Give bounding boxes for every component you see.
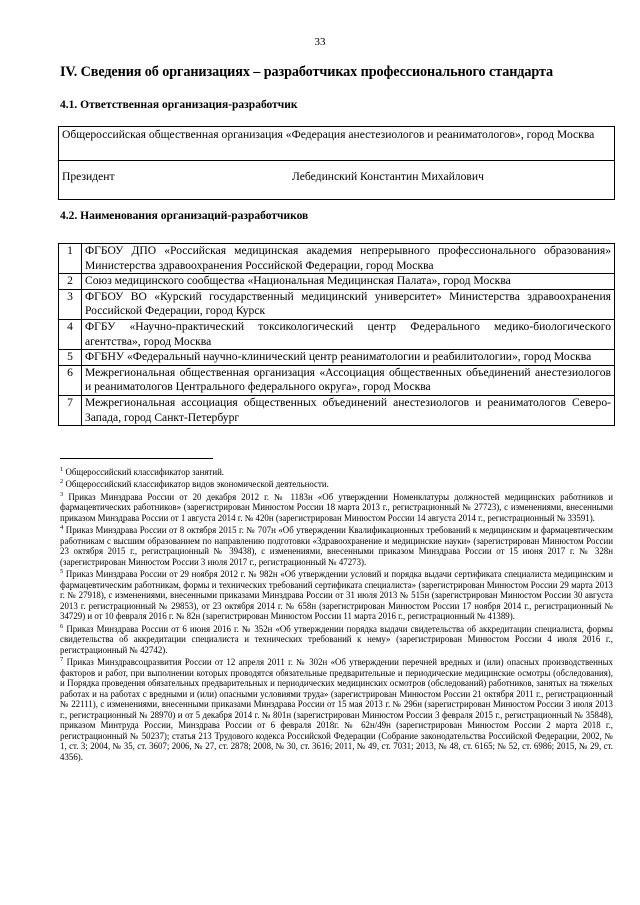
table-row <box>59 350 615 366</box>
footnote-text: Общероссийский классификатор видов экономической деятельности. <box>63 479 329 490</box>
responsible-org-table <box>58 126 615 200</box>
footnote-mark: 3 <box>60 490 64 498</box>
footnote-text: Приказ Минздрава России от 8 октября 2015 г. № 707н «Об утверждении Квалификационных требований к медицинским и фармацевтическим работникам с высшим образованием по направлению подготовки «Здравоохранение и медицинские науки» (зарегистрирован Минюстом России 23 октября 2015 г., регистрационный № 39438), с изменениями, внесенными приказом Минздрава России от 15 июня 2017 г. № 328н (зарегистрирован Минюстом России 3 июля 2017 г., регистрационный № 47273). <box>60 525 613 567</box>
footnote <box>60 567 613 621</box>
signatory-name: Лебединский Константин Михайлович <box>292 170 484 183</box>
footnote <box>60 477 613 489</box>
row-number: 1 <box>59 244 82 274</box>
footnote <box>60 622 613 655</box>
responsible-org-name: Общероссийская общественная организация «Федерация анестезиологов и реаниматологов», город Москва <box>59 127 615 161</box>
row-number: 3 <box>59 289 82 319</box>
org-name: ФГБОУ ВО «Курский государственный медицинский университет» Министерства здравоохранения Российской Федерации, город Курск <box>82 289 615 319</box>
footnotes <box>60 465 613 762</box>
table-row <box>59 274 615 290</box>
row-number: 4 <box>59 319 82 349</box>
footnote <box>60 523 613 567</box>
table-row <box>59 319 615 349</box>
table-row <box>59 289 615 319</box>
footnote-divider <box>60 458 213 459</box>
row-number: 6 <box>59 365 82 395</box>
footnote-mark: 1 <box>60 466 64 473</box>
org-name: Межрегиональная ассоциация общественных объединений анестезиологов и реаниматологов Северо-Запада, город Санкт-Петербург <box>82 395 615 425</box>
responsible-signatory <box>59 161 615 200</box>
row-number: 2 <box>59 274 82 290</box>
developer-orgs-table <box>58 243 615 426</box>
signatory-role: Президент <box>62 170 115 183</box>
footnote-mark: 6 <box>60 622 64 630</box>
row-number: 7 <box>59 395 82 425</box>
footnote-mark: 4 <box>60 524 64 532</box>
org-name: ФГБОУ ДПО «Российская медицинская академия непрерывного профессионального образования» Министерства здравоохранения Российской Федерации, город Москва <box>82 244 615 274</box>
footnote <box>60 655 613 762</box>
org-name: Союз медицинского сообщества «Национальная Медицинская Палата», город Москва <box>82 274 615 290</box>
org-name: Межрегиональная общественная организация «Ассоциация общественных объединений анестезиологов и реаниматологов Центрального федерального округа», город Москва <box>82 365 615 395</box>
row-number: 5 <box>59 350 82 366</box>
footnote-text: Общероссийский классификатор занятий. <box>63 466 225 477</box>
footnote-mark: 5 <box>60 568 64 576</box>
table-row <box>59 365 615 395</box>
page-number: 33 <box>314 36 326 48</box>
footnote-text: Приказ Минздрава России от 20 декабря 2012 г. № 1183н «Об утверждении Номенклатуры должностей медицинских работников и фармацевтических работников» (зарегистрирован Минюстом России 18 марта 2013 г., регистрационный № 27723), с изменениями, внесенными приказом Минздрава России от 1 августа 2014 г. № 420н (зарегистрирован Минюстом России 14 августа 2014 г., регистрационный № 33591). <box>60 491 613 523</box>
footnote-text: Приказ Минздрава России от 6 июня 2016 г. № 352н «Об утверждении порядка выдачи свидетельства об аккредитации специалиста, формы свидетельства об аккредитации специалиста и технических требований к нему» (зарегистрирован Минюстом России 4 июля 2016 г., регистрационный № 42742). <box>60 623 613 655</box>
footnote-text: Приказ Минздравсоцразвития России от 12 апреля 2011 г. № 302н «Об утверждении перечней вредных и (или) опасных производственных факторов и работ, при выполнении которых проводятся обязательные предварительные и периодические медицинские осмотры (обследования), и Порядка проведения обязательных предварительных и периодических медицинских осмотров (обследований) работников, занятых на тяжелых работах и на работах с вредными и (или) опасными условиями труда» (зарегистрирован Минюстом России 21 октября 2011 г., регистрационный № 22111), с изменениями, внесенными приказами Минздрава России от 15 мая 2013 г. № 296н (зарегистрирован Минюстом России 3 июля 2013 г., регистрационный № 28970) и от 5 декабря 2014 г. № 801н (зарегистрирован Минюстом России 3 февраля 2015 г., регистрационный № 35848), приказом Минтруда России, Минздрава России от 6 февраля 2018г. № 62н/49н (зарегистрирован Минюстом России 2 марта 2018 г., регистрационный № 50237); статья 213 Трудового кодекса Российской Федерации (Собрание законодательства Российской Федерации, 2002, № 1, ст. 3; 2004, № 35, ст. 3607; 2006, № 27, ст. 2878; 2008, № 30, ст. 3616; 2011, № 49, ст. 7031; 2013, № 48, ст. 6165; № 52, ст. 6986; 2015, № 29, ст. 4356). <box>60 657 613 762</box>
footnote-text: Приказ Минздрава России от 29 ноября 2012 г. № 982н «Об утверждении условий и порядка выдачи сертификата специалиста медицинским и фармацевтическим работникам, формы и технических требований сертификата специалиста» (зарегистрирован Минюстом России 29 марта 2013 г. № 27918), с изменениями, внесенными приказами Минздрава России от 31 июля 2013 № 515н (зарегистрирован Минюстом России 30 августа 2013 г. регистрационный № 29853), от 23 октября 2014 г. № 658н (зарегистрирован Минюстом России 17 ноября 2014 г., регистрационный № 34729) и от 10 февраля 2016 г. № 82н (зарегистрирован Минюстом России 11 марта 2016 г., регистрационный № 41389). <box>60 569 613 622</box>
footnote-mark: 2 <box>60 478 64 486</box>
developer-orgs-heading: 4.2. Наименования организаций-разработчиков <box>60 210 309 222</box>
responsible-org-heading: 4.1. Ответственная организация-разработчик <box>60 99 298 111</box>
footnote-mark: 7 <box>60 656 64 664</box>
table-row <box>59 244 615 274</box>
org-name: ФГБУ «Научно-практический токсикологический центр Федерального медико-биологического агентства», город Москва <box>82 319 615 349</box>
org-name: ФГБНУ «Федеральный научно-клинический центр реаниматологии и реабилитологии», город Москва <box>82 350 615 366</box>
table-row <box>59 395 615 425</box>
footnote <box>60 490 613 523</box>
footnote <box>60 465 613 477</box>
section-title: IV. Сведения об организациях – разработчиках профессионального стандарта <box>60 64 553 80</box>
